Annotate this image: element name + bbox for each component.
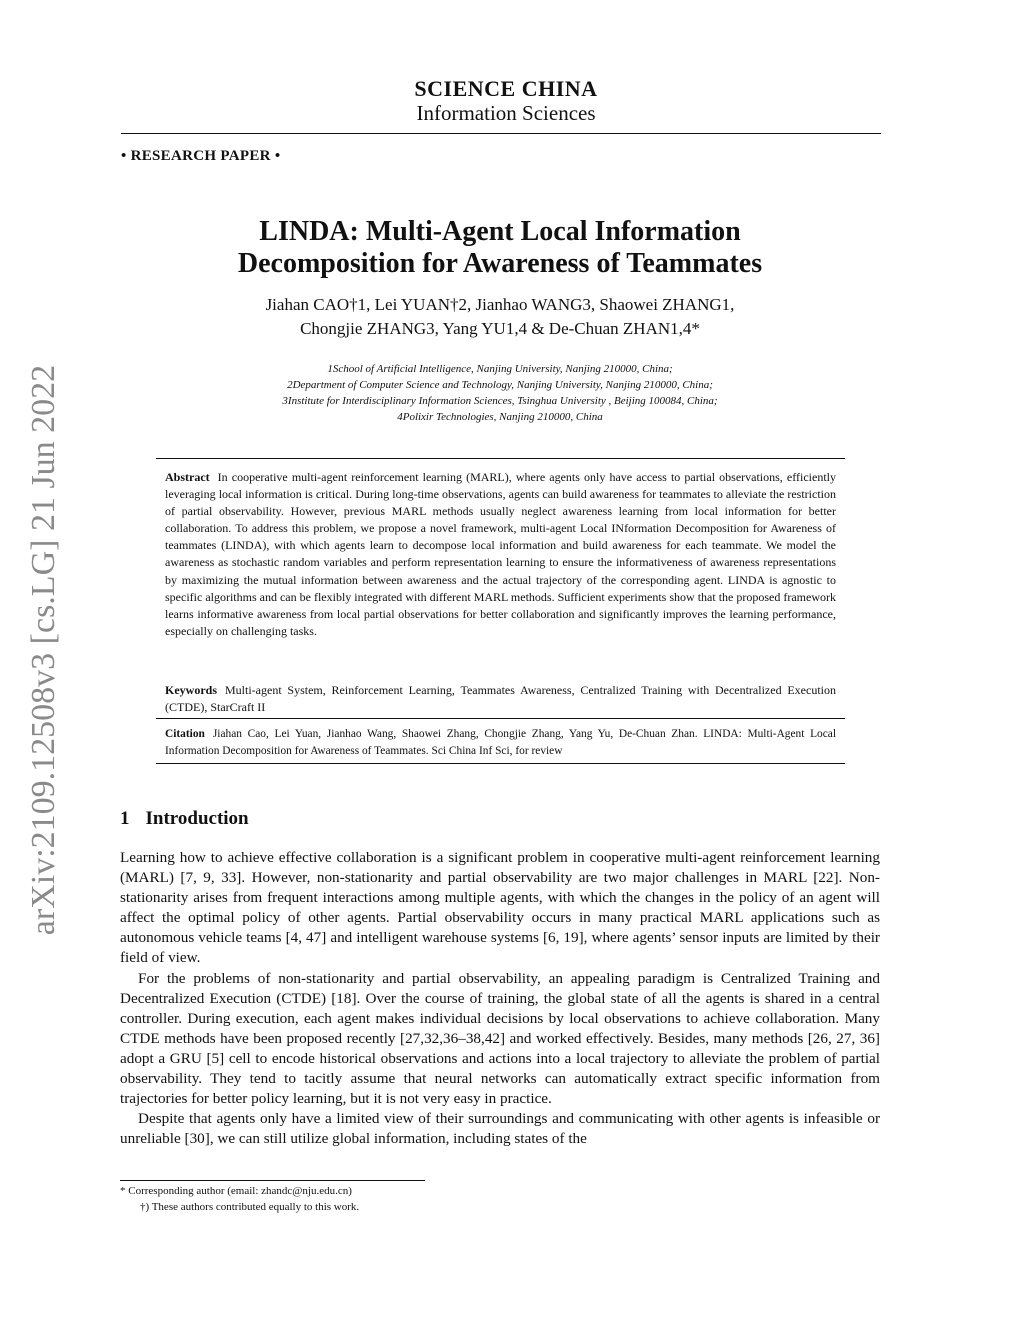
keywords-text: Multi-agent System, Reinforcement Learning, Teammates Awareness, Centralized Training with Decentralized Execution (CTDE), StarCraft II [165,683,836,714]
body-text [120,848,880,1149]
abstract-label: Abstract [165,470,210,484]
affiliations [120,361,880,425]
citation-bottom-rule [156,763,845,764]
body-paragraph-3: Despite that agents only have a limited view of their surroundings and communicating with other agents is infeasible or unreliable [30], we can still utilize global information, including states of the [120,1110,880,1148]
authors [120,293,880,341]
affiliation-4: 4Polixir Technologies, Nanjing 210000, China [397,411,603,423]
affiliation-2: 2Department of Computer Science and Technology, Nanjing University, Nanjing 210000, China; [287,379,713,391]
arxiv-stamp [18,350,70,950]
footnotes [120,1183,880,1215]
journal-subtitle: Information Sciences [416,101,596,125]
paper-title-line2: Decomposition for Awareness of Teammates [237,248,763,279]
section-number: 1 [120,808,130,829]
keywords-label: Keywords [165,683,217,697]
citation-label: Citation [165,728,205,740]
journal-name: SCIENCE CHINA [414,76,598,101]
paper-title [120,216,880,280]
citation-top-rule [156,718,845,719]
body-paragraph-2: For the problems of non-stationarity and partial observability, an appealing paradigm is Centralized Training and Decentralized Execution (CTDE) [18]. Over the course of training, the global state of all the agents is shared in a central controller. During execution, each agent makes individual decisions by local observations to achieve collaboration. Many CTDE methods have been proposed recently [27,32,36–38,42] and worked effectively. Besides, many methods [26, 27, 36] adopt a GRU [5] cell to encode historical observations and actions into a local trajectory to alleviate the problem of partial observability. They tend to tacitly assume that neural networks can automatically extract specific information from trajectories for better policy learning, but it is not very easy in practice. [120,969,880,1108]
authors-line1: Jiahan CAO†1, Lei YUAN†2, Jianhao WANG3, Shaowei ZHANG1, [265,295,735,314]
citation-text: Jiahan Cao, Lei Yuan, Jianhao Wang, Shaowei Zhang, Chongjie Zhang, Yang Yu, De-Chuan Zhan. LINDA: Multi-Agent Local Information Decomposition for Awareness of Teammates. Sci China Inf Sci, for review [165,728,836,757]
section-heading [120,808,249,830]
section-title: Introduction [145,808,249,829]
arxiv-stamp-text: arXiv:2109.12508v3 [cs.LG] 21 Jun 2022 [25,364,62,936]
abstract-top-rule [156,458,845,459]
body-paragraph-1: Learning how to achieve effective collaboration is a significant problem in cooperative multi-agent reinforcement learning (MARL) [7, 9, 33]. However, non-stationarity and partial observability are two major challenges in MARL [22]. Non-stationarity arises from frequent interactions among multiple agents, with which the changes in the policy of an agent will affect the optimal policy of other agents. Partial observability occurs in many practical MARL applications such as autonomous vehicle teams [4, 47] and intelligent warehouse systems [6, 19], where agents’ sensor inputs are limited by their field of view. [120,849,880,967]
affiliation-1: 1School of Artificial Intelligence, Nanjing University, Nanjing 210000, China; [327,363,673,375]
abstract-text: In cooperative multi-agent reinforcement learning (MARL), where agents only have access to partial observations, efficiently leveraging local information is critical. During long-time observations, agents can build awareness for teammates to alleviate the restriction of partial observability. However, previous MARL methods usually neglect awareness learning from local information for better collaboration. To address this problem, we propose a novel framework, multi-agent Local INformation Decomposition for Awareness of teammates (LINDA), with which agents learn to decompose local information and build awareness for each teammate. We model the awareness as stochastic random variables and perform representation learning to ensure the informativeness of awareness representations by maximizing the mutual information between awareness and the actual trajectory of the corresponding agent. LINDA is agnostic to specific algorithms and can be flexibly integrated with different MARL methods. Sufficient experiments show that the proposed framework learns informative awareness from local partial observations for better collaboration and significantly improves the learning performance, especially on challenging tasks. [165,470,836,638]
affiliation-3: 3Institute for Interdisciplinary Information Sciences, Tsinghua University , Beijing 100084, China; [282,395,718,407]
paper-title-line1: LINDA: Multi-Agent Local Information [259,216,741,247]
footnote-rule [120,1180,425,1181]
abstract [165,469,836,640]
citation [165,726,836,760]
paper-type: • RESEARCH PAPER • [121,148,281,164]
footnote-corresponding: * Corresponding author (email: zhandc@nju.edu.cn) [120,1185,352,1197]
keywords [165,682,836,716]
footnote-equal-contribution: †) These authors contributed equally to this work. [140,1201,360,1213]
authors-line2: Chongjie ZHANG3, Yang YU1,4 & De-Chuan ZHAN1,4* [300,319,700,338]
header-rule [121,133,881,134]
